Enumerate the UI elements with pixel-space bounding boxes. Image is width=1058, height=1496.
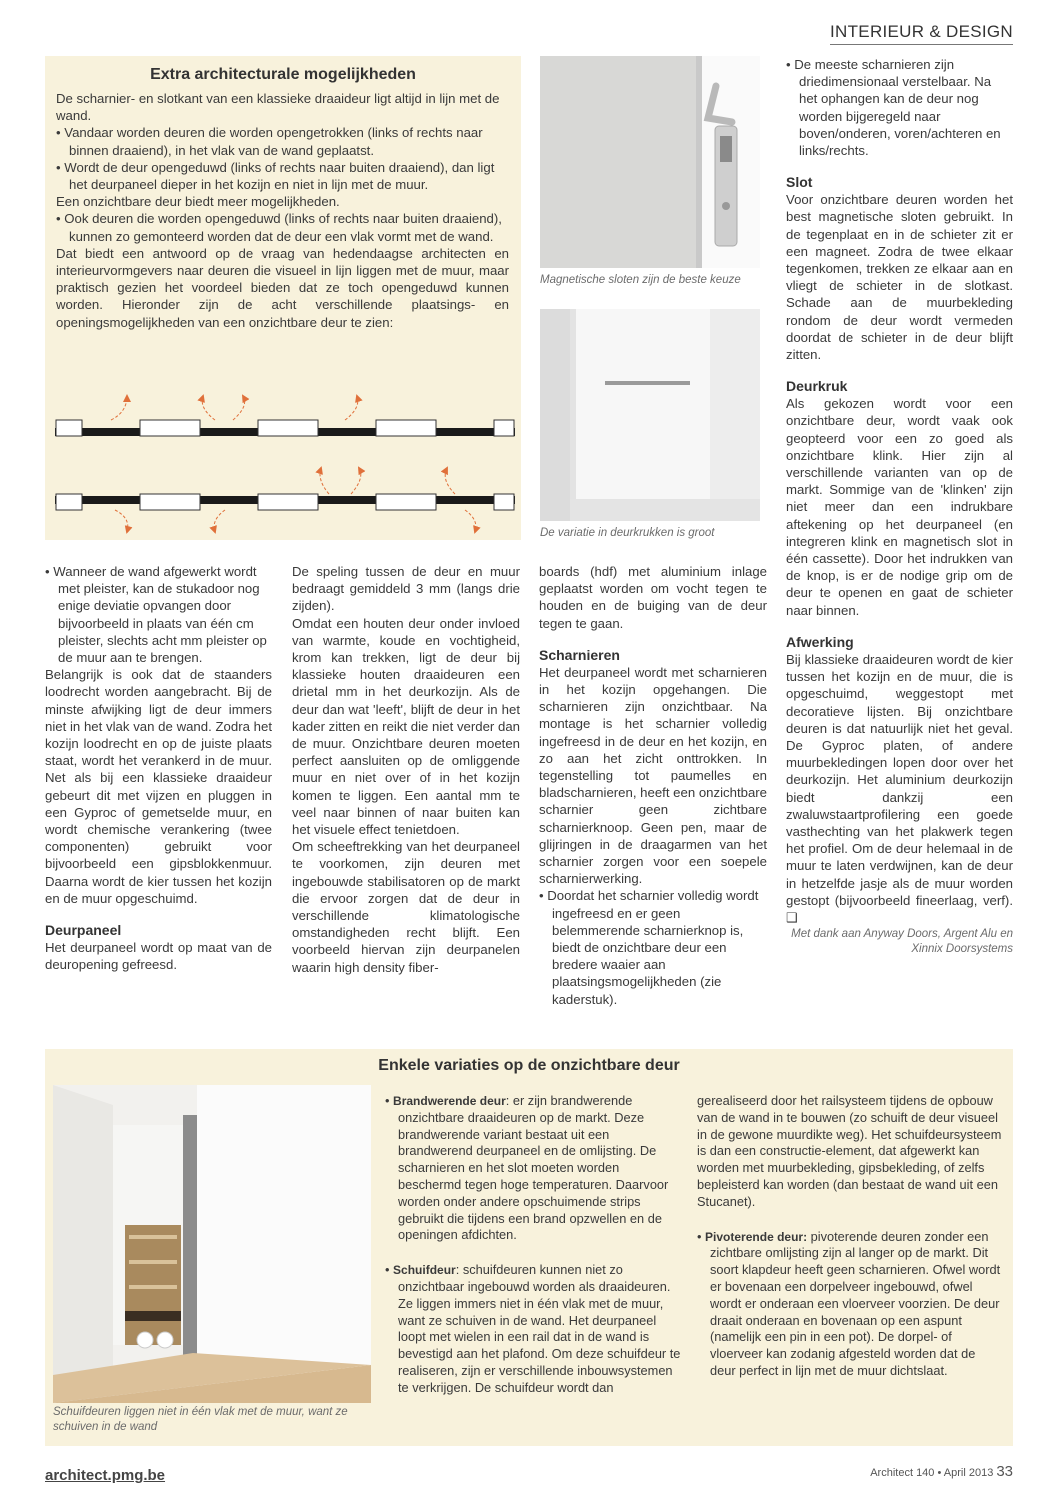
column-4	[786, 56, 1013, 957]
caption-lock: Magnetische sloten zijn de beste keuze	[540, 274, 741, 286]
caption-sliding: Schuifdeuren liggen niet in één vlak met de muur, want ze schuiven in de wand	[53, 1406, 348, 1433]
box-body	[45, 90, 521, 331]
paragraph: Om scheeftrekking van het deurpaneel te voorkomen, zijn deuren met ingebouwde stabilisatoren op de markt die ervoor zorgen dat de deur in verschillende klimatologische omstandigheden recht blijft. Een voorbeeld hiervan zijn deurpanelen waarin high density fiber-	[292, 839, 520, 975]
paragraph: Een onzichtbare deur biedt meer mogelijkheden.	[56, 194, 340, 210]
sliding-door-illustration	[53, 1085, 371, 1403]
issue-label: Architect 140 • April 2013	[870, 1467, 994, 1479]
text-brandwerend: : er zijn brandwerende onzichtbare draaideuren op de markt. Deze brandwerende variant bestaat uit een brandwerend deurpaneel en de omlijsting. De scharnieren en het slot moeten worden beschermd tegen hoge temperaturen. Daarvoor worden onder andere opschuimende strips gebruikt die tijdens een brand opzwellen en de openingen afdichten.	[398, 1093, 669, 1243]
paragraph: Voor onzichtbare deuren worden het best magnetische sloten gebruikt. In de tegenplaat en in de schieter zit er een magneet. Zodra de twee elkaar tegenkomen, trekken ze elkaar aan en vliegt de schieter in de slotkast. Schade aan de muurbekleding rondom de deur wordt vermeden doordat de schieter in de deur blijft zitten.	[786, 192, 1013, 363]
bullet-item: • Vandaar worden deuren die worden opengetrokken (links of rechts naar binnen draaiend), in het vlak van de wand geplaatst.	[56, 124, 509, 158]
bullet-item: • Wordt de deur opengeduwd (links of rechts naar buiten draaiend), dan ligt het deurpaneel dieper in het kozijn en niet in lijn met de muur.	[56, 159, 509, 193]
diagram-row-push-open	[55, 468, 515, 532]
paragraph: Het deurpaneel wordt met scharnieren in het kozijn opgehangen. Die scharnieren zijn onzichtbaar. Na montage is het scharnier volledig ingefreesd in de deur en het kozijn, en zo aan het zicht onttrokken. In tegenstelling tot paumelles en bladscharnieren, heeft een onzichtbare scharnier geen zichtbare scharnierknoop. Geen pen, maar de glijringen in de draagarmen van het scharnier zorgen voor een soepele scharnierwerking.	[539, 664, 768, 887]
label-brandwerend: Brandwerende deur	[393, 1094, 506, 1108]
heading-slot: Slot	[786, 174, 813, 191]
paragraph: Als gekozen wordt voor een onzichtbare deur, wordt vaak ook geopteerd voor een zo goed als onzichtbare klink. Hier zijn al verschillende varianten van op de markt. Sommige van de 'klinken' zijn niet meer dan een indrukbare aftekening op het deurpaneel (en integreren klink en magnetisch slot in één cassette). Door het indrukken van de knop, is er de nodige grip om de deur te openen en gaat de schieter naar binnen.	[786, 396, 1013, 618]
text-pivoterend: pivoterende deuren zonder een zichtbare omlijsting zijn al langer op de markt. Dit soort klapdeur heeft geen scharnieren. Ofwel wordt er bovenaan een dorpelveer ingebouwd, ofwel wordt er onderaan een vloerveer voorzien. De deur draait onderaan en bovenaan op een aspunt (namelijk een pin in een pot). De dorpel- of vloerveer kan zodanig afgesteld worden dat de deur perfect in lijn met de muur dichtslaat.	[710, 1228, 1001, 1378]
variations-right-column	[697, 1093, 1003, 1380]
photo-sliding-door	[53, 1085, 371, 1403]
variations-left-column	[385, 1093, 685, 1397]
info-box-possibilities	[45, 56, 521, 540]
handle-illustration	[540, 309, 760, 521]
paragraph: Belangrijk is ook dat de staanders loodrecht worden aangebracht. Bij de minste afwijking ligt de deur immers niet in het vlak van de wand. Zodra het kozijn loodrecht en op de juiste plaats staat, wordt het verankerd in de muur. Net als bij een klassieke draaideur gebeurt dit met vijzen en pluggen in een Gyproc of gemetselde muur, en wordt chemische verankering (twee componenten) gebruikt voor bijvoorbeeld een gipsblokkenmuur. Daarna wordt de kier tussen het kozijn en de muur opgeschuimd.	[45, 667, 272, 906]
footer-url[interactable]: architect.pmg.be	[45, 1467, 166, 1484]
paragraph: Het deurpaneel wordt op maat van de deuropening gefreesd.	[45, 940, 272, 973]
heading-scharnieren: Scharnieren	[539, 646, 620, 663]
paragraph: Omdat een houten deur onder invloed van warmte, koude en vochtigheid, krom kan trekken, ligt de deur bij klassieke houten draaideuren een drietal mm in het deurkozijn. Als de deur dan wat 'leeft', blijft de deur in het kader zitten en reikt die niet verder dan de muur. Onzichtbare deuren moeten perfect aansluiten op de omliggende muur en niet over of in het kozijn komen te liggen. Een aantal mm te veel naar binnen of naar buiten kan het visuele effect tenietdoen.	[292, 615, 520, 838]
page-number: 33	[996, 1463, 1013, 1480]
afwerking-text: Bij klassieke draaideuren wordt de kier tussen het kozijn en de muur, die is opgeschuimd, weggestopt met decoratieve lijsten. Bij onzichtbare deuren is dat natuurlijk niet het geval. De Gyproc platen, of andere muurbekledingen lopen door over het deurkozijn. Het aluminium deurkozijn biedt dankzij een zwaluwstaartprofilering een goede vasthechting van het plakwerk tegen het profiel. Om de deur helemaal in de muur te laten verdwijnen, kan de deur in hetzelfde jasje als de muur worden gestopt (bijvoorbeeld fineerlaag, verf).	[786, 651, 1013, 908]
label-pivoterend: Pivoterende deur:	[705, 1229, 808, 1244]
section-header: INTERIEUR & DESIGN	[830, 22, 1013, 45]
bullet-brandwerend	[385, 1093, 685, 1244]
paragraph: boards (hdf) met aluminium inlage geplaatst worden om vocht tegen te houden en de buiging van de deur tegen te gaan.	[539, 564, 767, 631]
bullet-item: • Wanneer de wand afgewerkt wordt met pleister, kan de stukadoor nog enige deviatie opvangen door bijvoorbeeld in plaats van één cm pleister, slechts acht mm pleister op de muur aan te brengen.	[45, 563, 272, 666]
heading-deurpaneel: Deurpaneel	[45, 922, 122, 939]
column-1	[45, 563, 272, 973]
paragraph: De scharnier- en slotkant van een klassieke draaideur ligt altijd in lijn met de wand.	[56, 91, 500, 124]
diagram-row-pull-open	[55, 396, 515, 436]
paragraph: De speling tussen de deur en muur bedraagt gemiddeld 3 mm (langs drie zijden).	[292, 564, 520, 614]
label-schuifdeur: Schuifdeur	[393, 1263, 456, 1278]
photo-door-handle	[540, 309, 760, 521]
info-box-variations	[45, 1049, 1013, 1446]
footer-issue	[870, 1463, 1013, 1480]
caption-handles: De variatie in deurkrukken is groot	[540, 527, 715, 539]
paragraph: Dat biedt een antwoord op de vraag van hedendaagse architecten en interieurvormgevers naar deuren die visueel in lijn liggen met de muur, maar praktisch gezien het voordeel bieden dat ze toch opengeduwd kunnen worden. Hieronder zijn de acht verschillende plaatsings- en openingsmogelijkheden van een onzichtbare deur te zien:	[56, 245, 509, 330]
photo-magnetic-lock	[540, 56, 760, 268]
box-title: Enkele variaties op de onzichtbare deur	[378, 1057, 680, 1074]
lock-illustration	[540, 56, 760, 268]
end-mark: ❑	[786, 909, 798, 925]
paragraph	[786, 651, 1013, 926]
paragraph: gerealiseerd door het railsysteem tijdens de opbouw van de wand in te bouwen (zo schuift de deur visueel in de gewone muurdikte weg). Het schuifdeursysteem is dan een constructie-element, dat afgewerkt kan worden met muurbekleding, gipsbekleding, of zelfs bepleisterd kan worden (dan bestaat de wand uit een Stucanet).	[697, 1093, 1002, 1209]
credits: Met dank aan Anyway Doors, Argent Alu en Xinnix Doorsystems	[791, 928, 1013, 956]
heading-afwerking: Afwerking	[786, 633, 854, 650]
column-2	[292, 563, 520, 976]
heading-deurkruk: Deurkruk	[786, 378, 848, 395]
bullet-schuifdeur	[385, 1262, 685, 1396]
bullet-item: • Ook deuren die worden opengeduwd (links of rechts naar buiten draaiend), kunnen zo gemonteerd worden dat de deur een vlak vormt met de wand.	[56, 210, 509, 244]
column-3	[539, 563, 767, 1008]
box-title: Extra architecturale mogelijkheden	[150, 66, 416, 83]
bullet-item: • De meeste scharnieren zijn driedimensionaal verstelbaar. Na het ophangen kan de deur nog worden bijgeregeld naar boven/onderen, voren/achteren en links/rechts.	[786, 56, 1013, 159]
bullet-item: • Doordat het scharnier volledig wordt ingefreesd en er geen belemmerende scharnierknop is, biedt de onzichtbare deur een bredere waaier aan plaatsingsmogelijkheden (zie kaderstuk).	[539, 887, 767, 1007]
bullet-pivoterend	[697, 1229, 1003, 1380]
text-schuifdeur: : schuifdeuren kunnen niet zo onzichtbaar ingebouwd worden als draaideuren. Ze liggen immers niet in één vlak met de muur, want ze schuiven in de wand. Het deurpaneel loopt met wielen in een rail dat in de wand is bevestigd aan het plafond. Om deze schuifdeur te realiseren, zijn er verschillende inbouwsystemen te verkrijgen. De schuifdeur wordt dan	[398, 1262, 681, 1395]
door-placement-diagram	[55, 394, 515, 534]
